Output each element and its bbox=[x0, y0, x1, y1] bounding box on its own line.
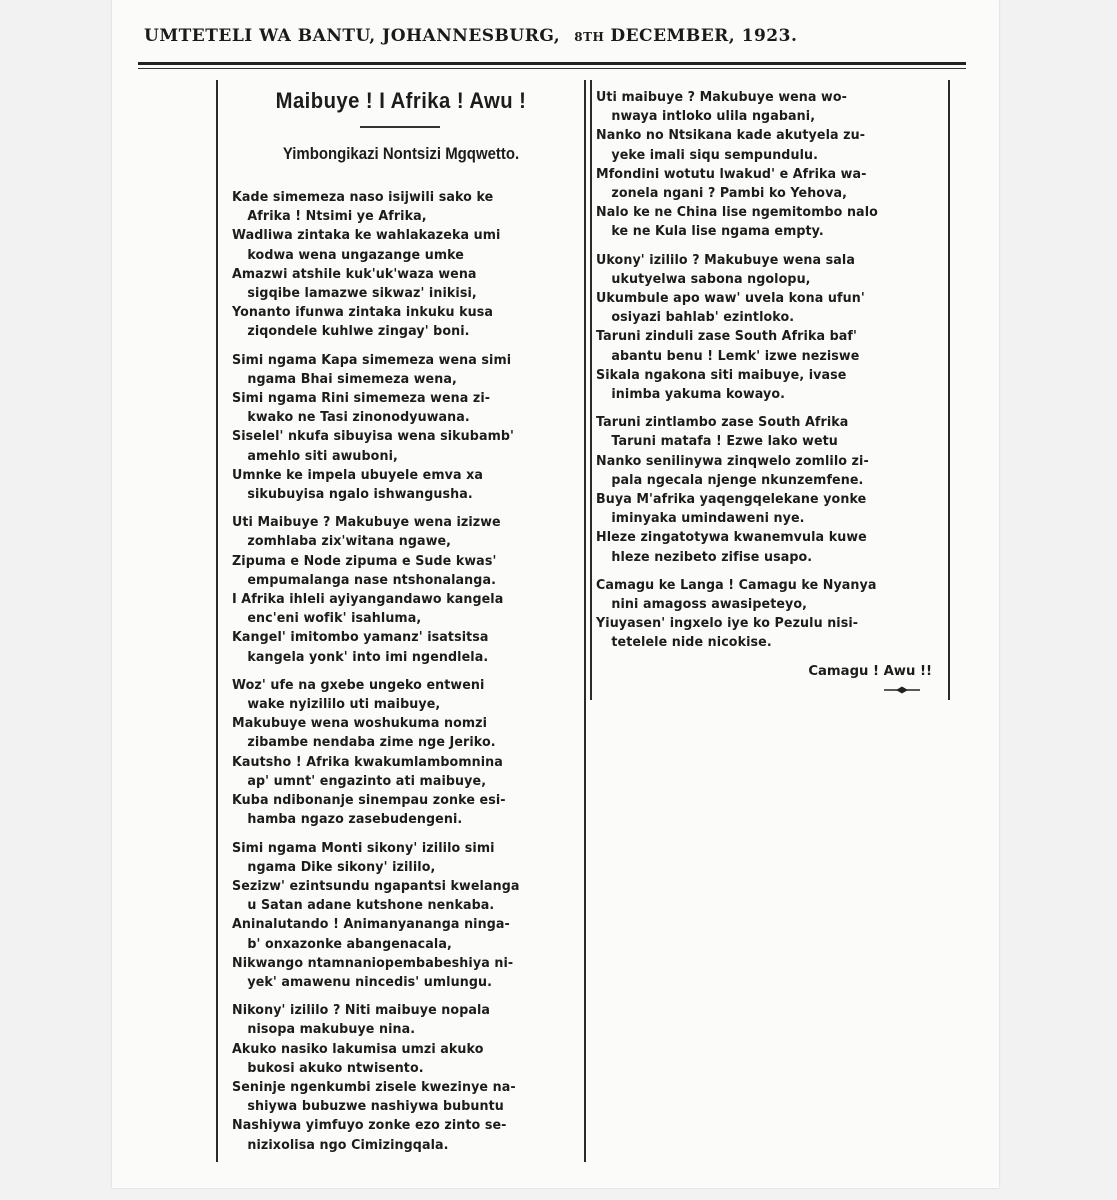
poem-line: Nikwango ntamnaniopembabeshiya ni- bbox=[232, 955, 514, 971]
poem-line: Taruni zinduli zase South Afrika baf' bbox=[596, 329, 857, 345]
poem-line: ap' umnt' engazinto ati maibuye, bbox=[247, 773, 487, 789]
poem-line: Buya M'afrika yaqengqelekane yonke bbox=[596, 492, 867, 508]
stanza bbox=[232, 1001, 580, 1155]
poem-line: Uti Maibuye ? Makubuye wena izizwe bbox=[232, 515, 501, 531]
poem-line: wake nyizililo uti maibuye, bbox=[247, 697, 441, 713]
poem-line: yek' amawenu nincedis' umlungu. bbox=[247, 974, 493, 990]
poem-line: Siselel' nkufa sibuyisa wena sikubamb' bbox=[232, 429, 514, 445]
poem-line: Taruni zintlambo zase South Afrika bbox=[596, 415, 849, 431]
right-poem-body bbox=[596, 88, 944, 681]
poem-line: enc'eni wofik' isahluma, bbox=[247, 611, 422, 627]
poem-line: Taruni matafa ! Ezwe lako wetu bbox=[611, 434, 838, 450]
poem-line: sikubuyisa ngalo ishwangusha. bbox=[247, 487, 473, 503]
poem-line: zomhlaba zix'witana ngawe, bbox=[247, 534, 452, 550]
right-column-border-right bbox=[948, 80, 950, 700]
poem-line: kwako ne Tasi zinonodyuwana. bbox=[247, 410, 470, 426]
poem-line: Umnke ke impela ubuyele emva xa bbox=[232, 467, 484, 483]
poem-line: yeke imali siqu sempundulu. bbox=[611, 147, 819, 163]
stanza bbox=[232, 513, 580, 667]
poem-line: pala ngecala njenge nkunzemfene. bbox=[611, 472, 864, 488]
poem-line: Wadliwa zintaka ke wahlakazeka umi bbox=[232, 228, 501, 244]
poem-line: Ukumbule apo waw' uvela kona ufun' bbox=[596, 291, 865, 307]
poem-line: zibambe nendaba zime nge Jeriko. bbox=[247, 735, 496, 751]
poem-line: Simi ngama Kapa simemeza wena simi bbox=[232, 352, 512, 368]
poem-line: kangela yonk' into imi ngendlela. bbox=[247, 649, 489, 665]
poem-line: nwaya intloko ulila ngabani, bbox=[611, 109, 816, 125]
stanza bbox=[232, 676, 580, 830]
poem-line: Nanko senilinywa zinqwelo zomlilo zi- bbox=[596, 453, 869, 469]
poem-line: Sezizw' ezintsundu ngapantsi kwelanga bbox=[232, 878, 520, 894]
poem-line: ngama Bhai simemeza wena, bbox=[247, 371, 457, 387]
poem-line: osiyazi bahlab' ezintloko. bbox=[611, 310, 795, 326]
poem-line: amehlo siti awuboni, bbox=[247, 448, 398, 464]
poem-line: tetelele nide nicokise. bbox=[611, 635, 772, 651]
right-column bbox=[590, 80, 950, 700]
stanza bbox=[232, 839, 580, 993]
poem-signoff: Camagu ! Awu !! bbox=[808, 663, 932, 679]
stanza bbox=[596, 88, 944, 242]
title-divider bbox=[360, 126, 440, 128]
stanza bbox=[596, 576, 944, 653]
left-column-border-right bbox=[584, 80, 586, 1162]
poem-line: Nanko no Ntsikana kade akutyela zu- bbox=[596, 128, 866, 144]
poem-line: b' onxazonke abangenacala, bbox=[247, 936, 452, 952]
poem-line: Seninje ngenkumbi zisele kwezinye na- bbox=[232, 1079, 516, 1095]
stanza bbox=[232, 188, 580, 342]
poem-line: nisopa makubuye nina. bbox=[247, 1022, 416, 1038]
poem-line: Hleze zingatotywa kwanemvula kuwe bbox=[596, 530, 867, 546]
poem-line: Sikala ngakona siti maibuye, ivase bbox=[596, 367, 847, 383]
poem-line: Simi ngama Monti sikony' izililo simi bbox=[232, 840, 495, 856]
poem-line: Yonanto ifunwa zintaka inkuku kusa bbox=[232, 305, 494, 321]
poem-line: Nikony' izililo ? Niti maibuye nopala bbox=[232, 1003, 491, 1019]
poem-line: zonela ngani ? Pambi ko Yehova, bbox=[611, 186, 847, 202]
left-column-border-left bbox=[216, 80, 218, 1162]
poem-title: Maibuye ! I Afrika ! Awu ! bbox=[275, 88, 527, 113]
poem-line: sigqibe lamazwe sikwaz' inikisi, bbox=[247, 286, 477, 302]
poem-line: hleze nezibeto zifise usapo. bbox=[611, 549, 813, 565]
stanza bbox=[596, 413, 944, 567]
poem-line: nizixolisa ngo Cimizingqala. bbox=[247, 1137, 449, 1153]
poem-line: Kade simemeza naso isijwili sako ke bbox=[232, 190, 494, 205]
poem-line: abantu benu ! Lemk' izwe neziswe bbox=[611, 348, 860, 364]
left-poem-body bbox=[232, 188, 580, 1164]
poem-line: hamba ngazo zasebudengeni. bbox=[247, 812, 463, 828]
poem-line: Nalo ke ne China lise ngemitombo nalo bbox=[596, 205, 878, 221]
poem-line: Camagu ke Langa ! Camagu ke Nyanya bbox=[596, 577, 877, 593]
poem-line: ngama Dike sikony' izililo, bbox=[247, 859, 436, 875]
poem-line: Nashiywa yimfuyo zonke ezo zinto se- bbox=[232, 1118, 507, 1134]
poem-line: Mfondini wotutu lwakud' e Afrika wa- bbox=[596, 166, 867, 182]
poem-line: Ukony' izililo ? Makubuye wena sala bbox=[596, 252, 855, 268]
masthead-rule-thin bbox=[138, 68, 966, 69]
stanza bbox=[596, 251, 944, 405]
masthead-day: 8TH bbox=[574, 30, 605, 44]
poem-line: Aninalutando ! Animanyananga ninga- bbox=[232, 917, 510, 933]
poem-line: ziqondele kuhlwe zingay' boni. bbox=[247, 324, 470, 340]
poem-line: Zipuma e Node zipuma e Sude kwas' bbox=[232, 553, 497, 569]
poem-line: ukutyelwa sabona ngolopu, bbox=[611, 271, 811, 287]
masthead bbox=[144, 26, 944, 46]
newspaper-clipping bbox=[112, 0, 999, 1188]
poem-line: Kangel' imitombo yamanz' isatsitsa bbox=[232, 630, 489, 646]
poem-line: shiywa bubuzwe nashiywa bubuntu bbox=[247, 1099, 504, 1115]
left-column bbox=[216, 80, 586, 1160]
end-ornament bbox=[884, 686, 920, 694]
poem-line: Uti maibuye ? Makubuye wena wo- bbox=[596, 90, 847, 105]
poem-line: Makubuye wena woshukuma nomzi bbox=[232, 716, 488, 732]
poem-line: Amazwi atshile kuk'uk'waza wena bbox=[232, 266, 477, 282]
masthead-rule-thick bbox=[138, 62, 966, 65]
poem-line: Afrika ! Ntsimi ye Afrika, bbox=[247, 209, 427, 225]
poem-line: Woz' ufe na gxebe ungeko entweni bbox=[232, 677, 485, 693]
poem-line: Akuko nasiko lakumisa umzi akuko bbox=[232, 1041, 484, 1057]
masthead-date: DECEMBER, 1923. bbox=[610, 26, 798, 46]
right-column-border-left bbox=[590, 80, 592, 700]
poem-line: Kuba ndibonanje sinempau zonke esi- bbox=[232, 793, 506, 809]
poem-line: u Satan adane kutshone nenkaba. bbox=[247, 898, 495, 914]
poem-line: Kautsho ! Afrika kwakumlambomnina bbox=[232, 754, 503, 770]
poem-line: Simi ngama Rini simemeza wena zi- bbox=[232, 391, 491, 407]
poem-line: empumalanga nase ntshonalanga. bbox=[247, 572, 496, 588]
poem-line: bukosi akuko ntwisento. bbox=[247, 1060, 424, 1076]
poem-line: ke ne Kula lise ngama empty. bbox=[611, 224, 824, 240]
poem-line: I Afrika ihleli ayiyangandawo kangela bbox=[232, 592, 504, 608]
poem-line: Yiuyasen' ingxelo iye ko Pezulu nisi- bbox=[596, 616, 859, 632]
poem-line: inimba yakuma kowayo. bbox=[611, 387, 786, 403]
stanza bbox=[232, 351, 580, 505]
poem-line: nini amagoss awasipeteyo, bbox=[611, 597, 808, 613]
masthead-paper: UMTETELI WA BANTU, JOHANNESBURG, bbox=[144, 26, 561, 46]
poem-author: Yimbongikazi Nontsizi Mgqwetto. bbox=[282, 144, 520, 163]
poem-line: iminyaka umindaweni nye. bbox=[611, 511, 805, 527]
poem-line: kodwa wena ungazange umke bbox=[247, 247, 464, 263]
